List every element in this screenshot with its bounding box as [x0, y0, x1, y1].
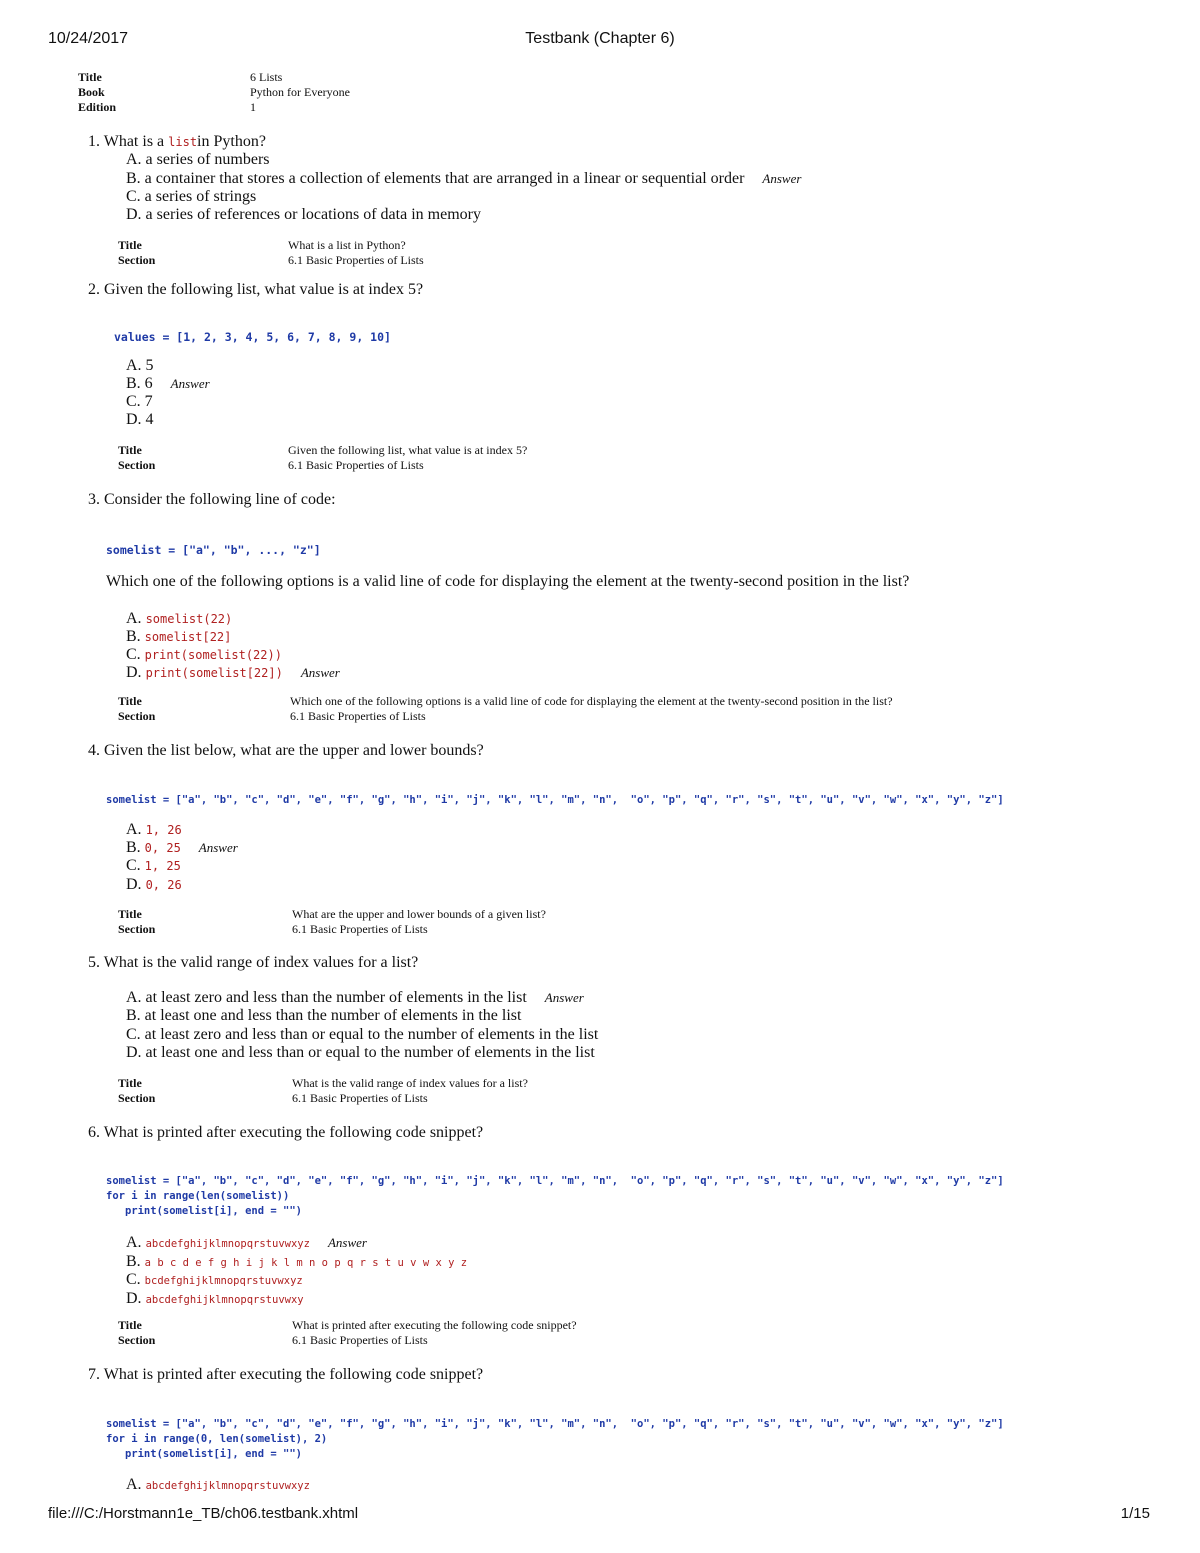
question-number: 4.: [88, 742, 100, 759]
option-b: [126, 170, 801, 188]
meta-title-value: What is printed after executing the following code snippet?: [292, 1318, 577, 1332]
question-text: Consider the following line of code:: [104, 491, 336, 508]
meta-title-value: What is the valid range of index values for a list?: [292, 1076, 528, 1090]
option-code: 0, 25: [144, 841, 181, 855]
page-number: 1/15: [1120, 1505, 1150, 1522]
option-letter: D.: [126, 1290, 142, 1307]
question-number: 3.: [88, 491, 100, 508]
option-c: [126, 1271, 303, 1289]
option-code: 1, 25: [144, 859, 181, 873]
option-letter: C.: [126, 1271, 141, 1288]
option-a: [126, 989, 584, 1007]
option-code: print(somelist(22)): [144, 648, 282, 662]
meta-title-value: Given the following list, what value is at index 5?: [288, 443, 528, 457]
meta-edition-label: Edition: [78, 100, 117, 114]
option-c: [126, 646, 282, 664]
option-a: [126, 610, 232, 628]
option-text: B. a container that stores a collection of elements that are arranged in a linear or sequential order: [126, 170, 745, 187]
option-letter: B.: [126, 628, 141, 645]
question-text: Given the following list, what value is at index 5?: [104, 281, 424, 298]
meta-title-label: Title: [78, 70, 102, 84]
option-c: C. at least zero and less than or equal to the number of elements in the list: [126, 1026, 599, 1043]
meta-title-label: Title: [118, 238, 142, 252]
meta-section-value: 6.1 Basic Properties of Lists: [288, 458, 424, 472]
code-block: somelist = ["a", "b", "c", "d", "e", "f", "g", "h", "i", "j", "k", "l", "m", "n", "o", "p", "q", "r", "s", "t", "u", "v", "w", "x", "y", "z"]: [106, 794, 1004, 806]
option-d: D. 4: [126, 411, 154, 428]
meta-section-value: 6.1 Basic Properties of Lists: [292, 922, 428, 936]
option-letter: A.: [126, 610, 142, 627]
meta-title-value: What is a list in Python?: [288, 238, 406, 252]
question-text: What is printed after executing the following code snippet?: [103, 1124, 484, 1141]
option-d: [126, 664, 340, 682]
option-c: C. 7: [126, 393, 153, 410]
option-code: somelist[22]: [144, 630, 232, 644]
meta-book-label: Book: [78, 85, 105, 99]
meta-section-value: 6.1 Basic Properties of Lists: [288, 253, 424, 267]
code-block: somelist = ["a", "b", ..., "z"]: [106, 543, 321, 557]
option-a: [126, 821, 182, 839]
question-text: Given the list below, what are the upper and lower bounds?: [104, 742, 484, 759]
option-code: abcdefghijklmnopqrstuvwxyz: [145, 1480, 310, 1492]
answer-marker: Answer: [762, 171, 802, 186]
option-b: [126, 839, 238, 857]
option-letter: C.: [126, 857, 141, 874]
question-2: [88, 281, 423, 299]
question-number: 1.: [88, 133, 100, 150]
inline-code: list: [168, 135, 198, 149]
question-3: [88, 491, 336, 509]
question-4: [88, 742, 484, 760]
option-b: [126, 1253, 467, 1271]
question-number: 2.: [88, 281, 100, 298]
option-d: [126, 1290, 304, 1308]
option-a: [126, 1476, 310, 1494]
question-meta: [118, 443, 918, 473]
option-letter: A.: [126, 1476, 142, 1493]
meta-section-value: 6.1 Basic Properties of Lists: [290, 709, 426, 723]
question-number: 7.: [88, 1366, 100, 1383]
option-code: 1, 26: [145, 823, 182, 837]
option-code: somelist(22): [145, 612, 233, 626]
option-d: D. at least one and less than or equal to the number of elements in the list: [126, 1044, 595, 1061]
meta-title-value: Which one of the following options is a valid line of code for displaying the element at the twenty-second position in the list?: [290, 694, 893, 708]
meta-edition-value: 1: [250, 100, 256, 114]
option-b: B. at least one and less than the number of elements in the list: [126, 1007, 522, 1024]
code-line: print(somelist[i], end = ""): [106, 1448, 302, 1460]
meta-title-label: Title: [118, 443, 142, 457]
option-code: abcdefghijklmnopqrstuvwxyz: [145, 1238, 310, 1250]
question-text-end: in Python?: [197, 133, 266, 150]
option-letter: B.: [126, 1253, 141, 1270]
option-a: [126, 1234, 367, 1252]
option-letter: A.: [126, 1234, 142, 1251]
question-number: 6.: [88, 1124, 100, 1141]
option-c: C. a series of strings: [126, 188, 257, 205]
code-line: print(somelist[i], end = ""): [106, 1205, 302, 1217]
option-code: 0, 26: [145, 878, 182, 892]
code-line: for i in range(0, len(somelist), 2): [106, 1433, 328, 1445]
question-meta: [118, 1076, 918, 1106]
option-d: [126, 876, 182, 894]
meta-section-label: Section: [118, 458, 156, 472]
meta-section-label: Section: [118, 253, 156, 267]
meta-title-label: Title: [118, 1076, 142, 1090]
print-date: 10/24/2017: [48, 30, 129, 47]
option-letter: D.: [126, 664, 142, 681]
question-text: What is the valid range of index values for a list?: [103, 954, 419, 971]
meta-title-label: Title: [118, 694, 142, 708]
file-path: file:///C:/Horstmann1e_TB/ch06.testbank.xhtml: [48, 1505, 359, 1522]
question-text: What is printed after executing the following code snippet?: [103, 1366, 484, 1383]
meta-section-label: Section: [118, 1091, 156, 1105]
option-text: A. at least zero and less than the number of elements in the list: [126, 989, 527, 1006]
meta-section-value: 6.1 Basic Properties of Lists: [292, 1333, 428, 1347]
meta-title-label: Title: [118, 907, 142, 921]
print-title: Testbank (Chapter 6): [525, 30, 675, 47]
option-a: A. 5: [126, 357, 154, 374]
code-line: somelist = ["a", "b", "c", "d", "e", "f", "g", "h", "i", "j", "k", "l", "m", "n", "o", "p", "q", "r", "s", "t", "u", "v", "w", "x", "y", "z"]: [106, 1418, 1004, 1430]
answer-marker: Answer: [300, 665, 340, 680]
doc-meta: [78, 70, 478, 116]
question-meta: [118, 1318, 918, 1348]
meta-section-value: 6.1 Basic Properties of Lists: [292, 1091, 428, 1105]
question-number: 5.: [88, 954, 100, 971]
option-letter: A.: [126, 821, 142, 838]
meta-title-value: What are the upper and lower bounds of a given list?: [292, 907, 546, 921]
option-b: [126, 628, 231, 646]
question-subtext: Which one of the following options is a valid line of code for displaying the element at the twenty-second position in the list?: [106, 573, 910, 590]
answer-marker: Answer: [544, 990, 584, 1005]
option-code: bcdefghijklmnopqrstuvwxyz: [144, 1275, 303, 1287]
question-meta: [118, 238, 918, 268]
answer-marker: Answer: [198, 840, 238, 855]
option-code: a b c d e f g h i j k l m n o p q r s t u v w x y z: [144, 1257, 468, 1269]
option-letter: C.: [126, 646, 141, 663]
answer-marker: Answer: [170, 376, 210, 391]
option-code: abcdefghijklmnopqrstuvwxy: [145, 1294, 304, 1306]
code-line: somelist = ["a", "b", "c", "d", "e", "f", "g", "h", "i", "j", "k", "l", "m", "n", "o", "p", "q", "r", "s", "t", "u", "v", "w", "x", "y", "z"]: [106, 1175, 1004, 1187]
question-meta: [118, 907, 918, 937]
code-line: for i in range(len(somelist)): [106, 1190, 290, 1202]
meta-title-label: Title: [118, 1318, 142, 1332]
question-meta: [118, 694, 1018, 724]
option-c: [126, 857, 181, 875]
question-1: [88, 133, 266, 151]
option-text: B. 6: [126, 375, 153, 392]
option-a: A. a series of numbers: [126, 151, 270, 168]
answer-marker: Answer: [327, 1235, 367, 1250]
option-letter: B.: [126, 839, 141, 856]
option-d: D. a series of references or locations of data in memory: [126, 206, 481, 223]
question-text: What is a: [103, 133, 165, 150]
question-6: [88, 1124, 483, 1142]
question-5: [88, 954, 418, 972]
meta-book-value: Python for Everyone: [250, 85, 350, 99]
question-7: [88, 1366, 483, 1384]
option-letter: D.: [126, 876, 142, 893]
code-block: values = [1, 2, 3, 4, 5, 6, 7, 8, 9, 10]: [114, 330, 391, 344]
option-b: [126, 375, 210, 393]
meta-title-value: 6 Lists: [250, 70, 283, 84]
meta-section-label: Section: [118, 709, 156, 723]
option-code: print(somelist[22]): [145, 666, 283, 680]
meta-section-label: Section: [118, 1333, 156, 1347]
meta-section-label: Section: [118, 922, 156, 936]
